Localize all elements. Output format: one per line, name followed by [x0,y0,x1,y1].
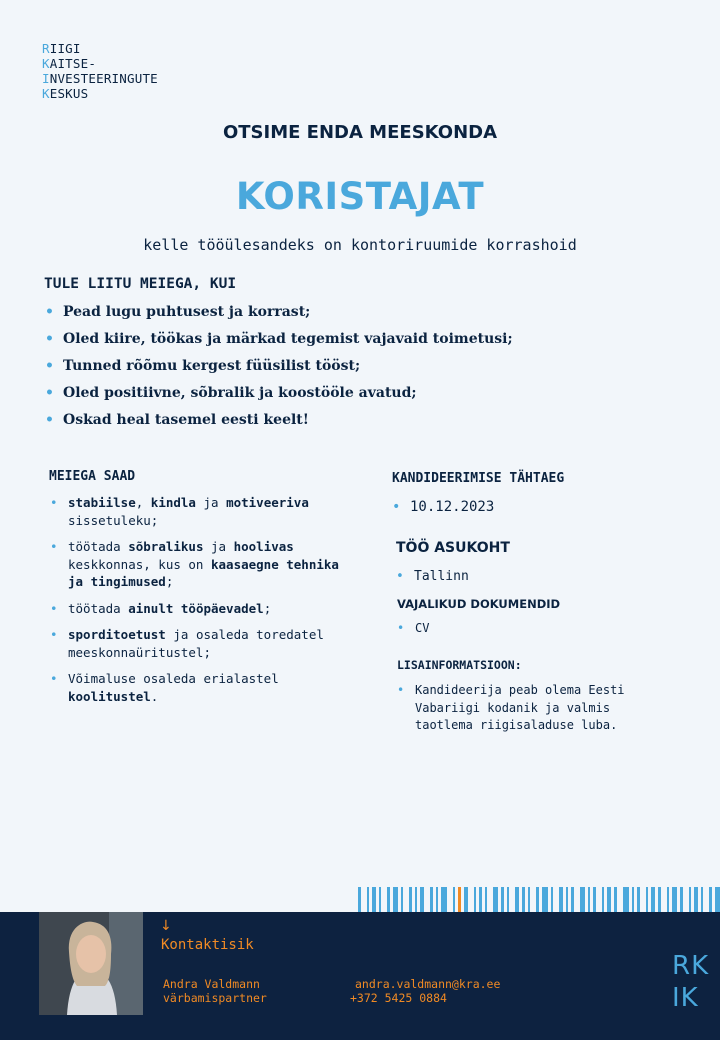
arrow-down-icon: ↓ [160,918,172,934]
documents-value: • CV [415,621,429,635]
contact-name: Andra Valdmann [163,977,260,991]
logo-line-2: KAITSE- [42,56,97,71]
barcode-stripe [420,887,424,912]
barcode-stripe [536,887,539,912]
barcode-stripe [571,887,574,912]
barcode-stripe [379,887,381,912]
barcode-stripe [623,887,629,912]
barcode-stripe [387,887,390,912]
logo-line-1: RIIGI [42,41,81,56]
barcode-stripe [372,887,376,912]
barcode-stripe [559,887,563,912]
list-item: • Tunned rõõmu kergest füüsilist tööst; [63,357,663,384]
page-title: OTSIME ENDA MEESKONDA [222,122,498,143]
barcode-stripe [358,887,361,912]
barcode-stripe [593,887,596,912]
barcode-stripe [580,887,585,912]
barcode-stripe [694,887,698,912]
barcode-stripe [658,887,661,912]
benefit-item: • töötada ainult tööpäevadel; [68,600,348,618]
barcode-stripe [522,887,525,912]
deadline-value: • 10.12.2023 [410,499,494,515]
barcode-stripe [493,887,498,912]
benefit-item: • sporditoetust ja osaleda toredatel meeskonnaüritustel; [68,626,348,661]
position-title: KORISTAJAT [235,175,485,218]
barcode-stripe [501,887,504,912]
person-photo-icon [39,912,143,1015]
documents-list [415,621,429,635]
contact-email[interactable]: andra.valdmann@kra.ee [355,977,501,991]
barcode-stripe [393,887,398,912]
barcode-stripe [709,887,712,912]
join-list [63,303,663,438]
benefit-item: • Võimaluse osaleda erialastel koolitustel. [68,670,348,705]
barcode-stripe [602,887,604,912]
rkik-footer-mark: RK IK [672,951,710,1013]
barcode-stripe [551,887,553,912]
barcode-stripe [441,887,447,912]
barcode-stripe [701,887,703,912]
barcode-stripe [515,887,519,912]
barcode-stripe [479,887,482,912]
barcode-stripe [566,887,568,912]
barcode-stripe [646,887,648,912]
contact-photo [39,912,143,1015]
location-value: • Tallinn [414,569,469,584]
barcode-stripe [689,887,691,912]
barcode-stripe [415,887,417,912]
contact-label: Kontaktisik [161,937,254,953]
barcode-stripe [458,887,461,912]
barcode-stripe [637,887,640,912]
barcode-stripe [409,887,412,912]
logo-line-3: INVESTEERINGUTE [42,71,158,86]
extra-info-value: • Kandideerija peab olema Eesti Vabariigi kodanik ja valmis taotlema riigisaladuse luba. [415,682,660,735]
barcode-stripe [607,887,611,912]
deadline-list [410,499,494,515]
contact-phone[interactable]: +372 5425 0884 [350,991,447,1005]
position-subtitle: kelle tööülesandeks on kontoriruumide korrashoid [143,236,577,254]
rkik-logo [42,41,158,101]
barcode-stripe [651,887,655,912]
barcode-stripe [632,887,634,912]
benefit-item: • töötada sõbralikus ja hoolivas keskkonnas, kus on kaasaegne tehnika ja tingimused; [68,538,348,591]
extra-info-list [415,682,660,735]
documents-title: VAJALIKUD DOKUMENDID [397,597,561,611]
barcode-stripe [453,887,455,912]
barcode-stripe [528,887,530,912]
benefits-title: MEIEGA SAAD [49,469,136,484]
location-list [414,569,469,584]
benefits-list [68,494,348,714]
join-title: TULE LIITU MEIEGA, KUI [44,276,237,292]
barcode-stripe [485,887,487,912]
contact-role: värbamispartner [163,991,267,1005]
barcode-stripe [430,887,433,912]
barcode-stripe [401,887,403,912]
barcode-stripe [614,887,617,912]
list-item: • Pead lugu puhtusest ja korrast; [63,303,663,330]
location-title: TÖÖ ASUKOHT [396,540,510,556]
barcode-stripe [715,887,720,912]
logo-line-4: KESKUS [42,86,89,101]
list-item: • Oled positiivne, sõbralik ja koostööle avatud; [63,384,663,411]
benefit-item: • stabiilse, kindla ja motiveeriva sissetuleku; [68,494,348,529]
extra-info-title: LISAINFORMATSIOON: [397,658,522,672]
barcode-stripe [588,887,590,912]
barcode-stripe [542,887,548,912]
barcode-stripe [667,887,669,912]
list-item: • Oskad heal tasemel eesti keelt! [63,411,663,438]
barcode-stripe [474,887,476,912]
barcode-graphic [358,887,720,912]
barcode-stripe [672,887,677,912]
deadline-title: KANDIDEERIMISE TÄHTAEG [392,471,565,486]
barcode-stripe [507,887,509,912]
barcode-stripe [680,887,683,912]
barcode-stripe [436,887,438,912]
barcode-stripe [464,887,468,912]
barcode-stripe [367,887,369,912]
list-item: • Oled kiire, töökas ja märkad tegemist vajavaid toimetusi; [63,330,663,357]
